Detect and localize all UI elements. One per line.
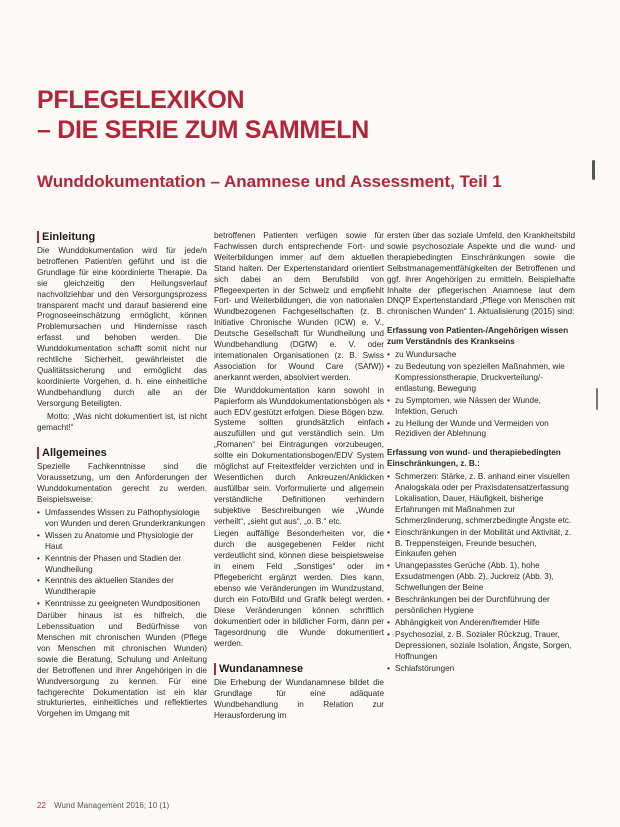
list-item: • zu Symptomen, wie Nässen der Wunde, Infektion, Geruch bbox=[387, 396, 575, 418]
column-3 bbox=[387, 231, 575, 675]
list-item: • zu Bedeutung von speziellen Maßnahmen, wie Kompressionstherapie, Druckverteilung/-entlastung, Bewegung bbox=[387, 362, 575, 395]
list-item: • Umfassendes Wissen zu Pathophysiologie von Wunden und deren Grunderkrankungen bbox=[37, 508, 207, 530]
list-item: • Abhängigkeit von Anderen/fremder Hilfe bbox=[387, 618, 575, 629]
list-item: • Wissen zu Anatomie und Physiologie der Haut bbox=[37, 531, 207, 553]
list-item: • zu Heilung der Wunde und Vermeiden von Rezidiven der Ablehnung bbox=[387, 419, 575, 441]
einschraenkungen-list bbox=[387, 472, 575, 674]
allgemeines-list bbox=[37, 508, 207, 610]
list-item: • Kenntnis der Phasen und Stadien der Wundheilung bbox=[37, 554, 207, 576]
list-item: • Unangepasstes Gerüche (Abb. 1), hohe Exsudatmengen (Abb. 2), Juckreiz (Abb. 3), Schwellungen der Beine bbox=[387, 561, 575, 594]
page-footer bbox=[37, 801, 169, 810]
column-2 bbox=[214, 231, 384, 722]
subheading-einschraenkungen: Erfassung von wund- und therapiebedingten Einschränkungen, z. B.: bbox=[387, 448, 561, 469]
page-number: 22 bbox=[37, 801, 46, 810]
col3-paragraph-1: ersten über das soziale Umfeld, den Krankheitsbild sowie psychosoziale Aspekte und die wund- und therapiebedingten Einschränkungen sowie die Selbstmanagementfähigkeiten der Betroffenen und ggf. ihrer Angehörigen zu ermitteln. Beispielhafte Inhalte der pflegerischen Anamnese laut dem DNQP Expertenstandard „Pflege von Menschen mit chronischen Wunden“ 1. Aktualisierung (2015) sind: bbox=[387, 231, 575, 317]
subheading-patientenwissen: Erfassung von Patienten-/Angehörigen wissen zum Verständnis des Krankseins bbox=[387, 326, 569, 347]
col2-paragraph-1: betroffenen Patienten verfügen sowie für Fachwissen durch entsprechende Fort- und Weiterbildungen immer auf dem aktuellen Stand halten. Der Expertenstandard orientiert sich dabei an dem Berufsbild von Pflegeexperten in der Schweiz und empfiehlt Fort- und Weiterbildungen, die von nationalen Wundbezogenen Fachgesellschaften (z. B. Initiative Chronische Wunden (ICW) e. V., Deutsche Gesellschaft für Wundheilung und Wundbehandlung (DGfW) e. V. oder internationalen Organisationen (z. B. Swiss Association for Wound Care (SAfW)) anerkannt werden, absolviert werden. bbox=[214, 231, 384, 382]
series-title-line2: – DIE SERIE ZUM SAMMELN bbox=[37, 116, 370, 144]
page-edge-mark bbox=[592, 160, 595, 180]
einleitung-motto: Motto: „Was nicht dokumentiert ist, ist nicht gemacht!“ bbox=[37, 411, 207, 432]
allgemeines-intro: Spezielle Fachkenntnisse sind die Voraussetzung, um den Anforderungen der Wunddokumentation gerecht zu werden. Beispielsweise: bbox=[37, 462, 207, 505]
list-item: • Kenntnis des aktuellen Standes der Wundtherapie bbox=[37, 576, 207, 598]
allgemeines-closing: Darüber hinaus ist es hilfreich, die Lebenssituation und Bedürfnisse von Menschen mit chronischen Wunden (Pflege von Menschen mit chronischen Wunden) sowie die Beratung, Schulung und Anleitung der Betroffenen und ihrer Angehörigen in die Wundversorgung zu kennen. Für eine fachgerechte Dokumentation ist ein klar strukturiertes, einheitliches und reflektiertes Vorgehen im Umgang mit bbox=[37, 611, 207, 719]
list-item: • Schlafstörungen bbox=[387, 664, 575, 675]
column-1 bbox=[37, 231, 207, 720]
series-title-block bbox=[37, 85, 597, 145]
list-item: • Psychosozial, z. B. Sozialer Rückzug, Trauer, Depressionen, soziale Isolation, Ängste, Sorgen, Hoffnungen bbox=[387, 630, 575, 663]
list-item: • Einschränkungen in der Mobilität und Aktivität, z. B. Treppensteigen, Freunde besuchen, Einkaufen gehen bbox=[387, 528, 575, 561]
patientenwissen-list bbox=[387, 350, 575, 440]
journal-reference: Wund Management 2016; 10 (1) bbox=[54, 801, 170, 810]
wundanamnese-text: Die Erhebung der Wundanamnese bildet die Grundlage für eine adäquate Wundbehandlung in Relation zur Herausforderung im bbox=[214, 678, 384, 721]
page-edge-mark bbox=[596, 388, 598, 410]
section-heading-einleitung: Einleitung bbox=[37, 231, 207, 243]
section-heading-wundanamnese: Wundanamnese bbox=[214, 663, 384, 675]
list-item: • zu Wundursache bbox=[387, 350, 575, 361]
list-item: • Schmerzen: Stärke, z. B. anhand einer visuellen Analogskala oder per Praxisdatensatzerfassung Lokalisation, Dauer, Häufigkeit, bisherige Erfahrungen mit Maßnahmen zur Schmerzlinderung, schmerzbedingte Ängste etc. bbox=[387, 472, 575, 527]
list-item: • Beschränkungen bei der Durchführung der persönlichen Hygiene bbox=[387, 595, 575, 617]
einleitung-text: Die Wunddokumentation wird für jede/n betroffenen Patient/en geführt und ist die Grundlage für eine koordinierte Therapie. Da sie gleichzeitig den Heilungsverlauf nachvollziehbar und den Versorgungsprozess transparent macht und darauf basierend eine Prognoseeinschätzung ermöglicht, können Problemursachen und Hindernisse rasch erfasst und behoben werden. Die Wunddokumentation schafft somit nicht nur rechtliche Sicherheit, gewährleistet die Qualitätssicherung und ermöglicht das koordinierte Vorgehen, d. h. eine einheitliche Wundbehandlung durch alle an der Versorgung Beteiligten. bbox=[37, 246, 207, 408]
list-item: • Kenntnisse zu geeigneten Wundpositionen bbox=[37, 599, 207, 610]
col2-paragraph-2: Die Wunddokumentation kann sowohl in Papierform als Wunddokumentationsbögen als auch EDV gestützt erfolgen. Diese Bögen bzw. Systeme sollten grundsätzlich einfach auszufüllen und gut verständlich sein. Um „Romanen“ bei Eintragungen vorzubeugen, sollte ein Dokumentationsbogen/EDV System möglichst auf Freitextfelder verzichten und in Wesentlichen durch Ankreuzen/Anklicken ausfüllbar sein. Vorformulierte und allgemein verständliche Definitionen verhindern subjektive Beschreibungen wie „Wunde verheilt“, „sieht gut aus“, „o. B.“ etc. bbox=[214, 385, 384, 526]
col2-paragraph-3: Liegen auffällige Besonderheiten vor, die durch die ausgegebenen Felder nicht verdeutlicht sind, können diese beispielsweise in einem Feld „Sonstiges“ oder im Pflegebericht ergänzt werden. Dies kann, ebenso wie Veränderungen im Wundzustand, durch ein Foto/Bild und Grafik belegt werden. Diese Veränderungen können schriftlich dokumentiert oder in bildlicher Form, dann per Tagesordnung die Wunde dokumentiert werden. bbox=[214, 529, 384, 648]
article-subtitle: Wunddokumentation – Anamnese und Assessment, Teil 1 bbox=[37, 172, 502, 191]
section-heading-allgemeines: Allgemeines bbox=[37, 447, 207, 459]
series-title-line1: PFLEGELEXIKON bbox=[37, 86, 245, 114]
